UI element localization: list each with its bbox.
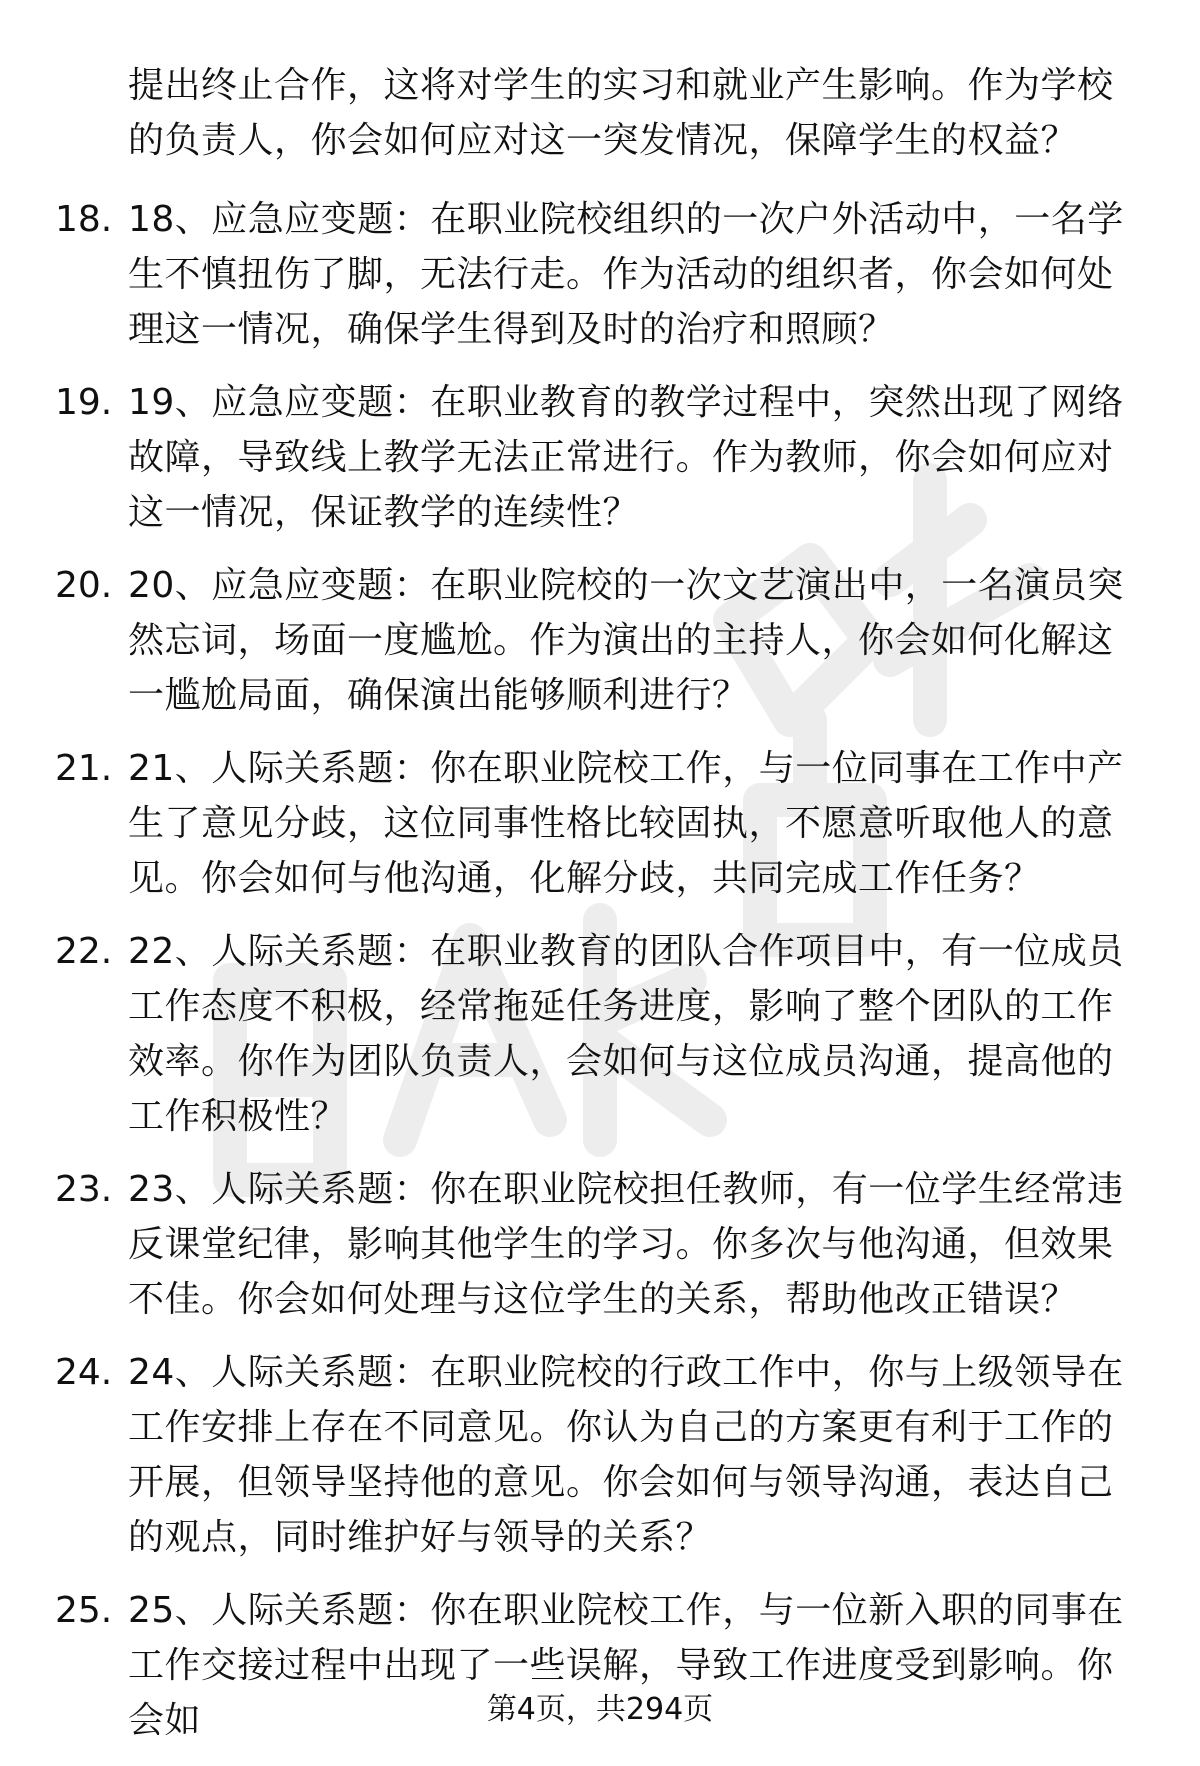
- page-footer: 第4页，共294页: [486, 1692, 714, 1727]
- question-list: [0, 192, 1200, 1766]
- question-number: 20.: [55, 565, 113, 606]
- question-text: 22、人际关系题：在职业教育的团队合作项目中，有一位成员工作态度不积极，经常拖延任务进度，影响了整个团队的工作效率。你作为团队负责人，会如何与这位成员沟通，提高他的工作积极性？: [128, 931, 1124, 1137]
- list-item: [0, 192, 1200, 375]
- question-number: 21.: [55, 748, 113, 789]
- question-number: 25.: [55, 1590, 113, 1631]
- intro-paragraph: 提出终止合作，这将对学生的实习和就业产生影响。作为学校的负责人，你会如何应对这一突发情况，保障学生的权益？: [128, 65, 1114, 161]
- question-number: 23.: [55, 1169, 113, 1210]
- list-item: [0, 558, 1200, 741]
- question-number: 18.: [55, 199, 113, 240]
- question-number: 24.: [55, 1352, 113, 1393]
- question-text: 25、人际关系题：你在职业院校工作，与一位新入职的同事在工作交接过程中出现了一些误解，导致工作进度受到影响。你会如: [128, 1590, 1124, 1741]
- question-text: 19、应急应变题：在职业教育的教学过程中，突然出现了网络故障，导致线上教学无法正常进行。作为教师，你会如何应对这一情况，保证教学的连续性？: [128, 382, 1124, 533]
- list-item: [0, 1162, 1200, 1345]
- question-text: 24、人际关系题：在职业院校的行政工作中，你与上级领导在工作安排上存在不同意见。你认为自己的方案更有利于工作的开展，但领导坚持他的意见。你会如何与领导沟通，表达自己的观点，同时维护好与领导的关系？: [128, 1352, 1124, 1558]
- list-item: [0, 924, 1200, 1162]
- question-text: 21、人际关系题：你在职业院校工作，与一位同事在工作中产生了意见分歧，这位同事性格比较固执，不愿意听取他人的意见。你会如何与他沟通，化解分歧，共同完成工作任务？: [128, 748, 1124, 899]
- list-item: [0, 741, 1200, 924]
- question-text: 18、应急应变题：在职业院校组织的一次户外活动中，一名学生不慎扭伤了脚，无法行走。作为活动的组织者，你会如何处理这一情况，确保学生得到及时的治疗和照顾？: [128, 199, 1124, 350]
- question-text: 20、应急应变题：在职业院校的一次文艺演出中，一名演员突然忘词，场面一度尴尬。作为演出的主持人，你会如何化解这一尴尬局面，确保演出能够顺利进行？: [128, 565, 1124, 716]
- question-text: 23、人际关系题：你在职业院校担任教师，有一位学生经常违反课堂纪律，影响其他学生的学习。你多次与他沟通，但效果不佳。你会如何处理与这位学生的关系，帮助他改正错误？: [128, 1169, 1124, 1320]
- list-item: [0, 1345, 1200, 1583]
- list-item: [0, 1583, 1200, 1766]
- question-number: 22.: [55, 931, 113, 972]
- list-item: [0, 375, 1200, 558]
- question-number: 19.: [55, 382, 113, 423]
